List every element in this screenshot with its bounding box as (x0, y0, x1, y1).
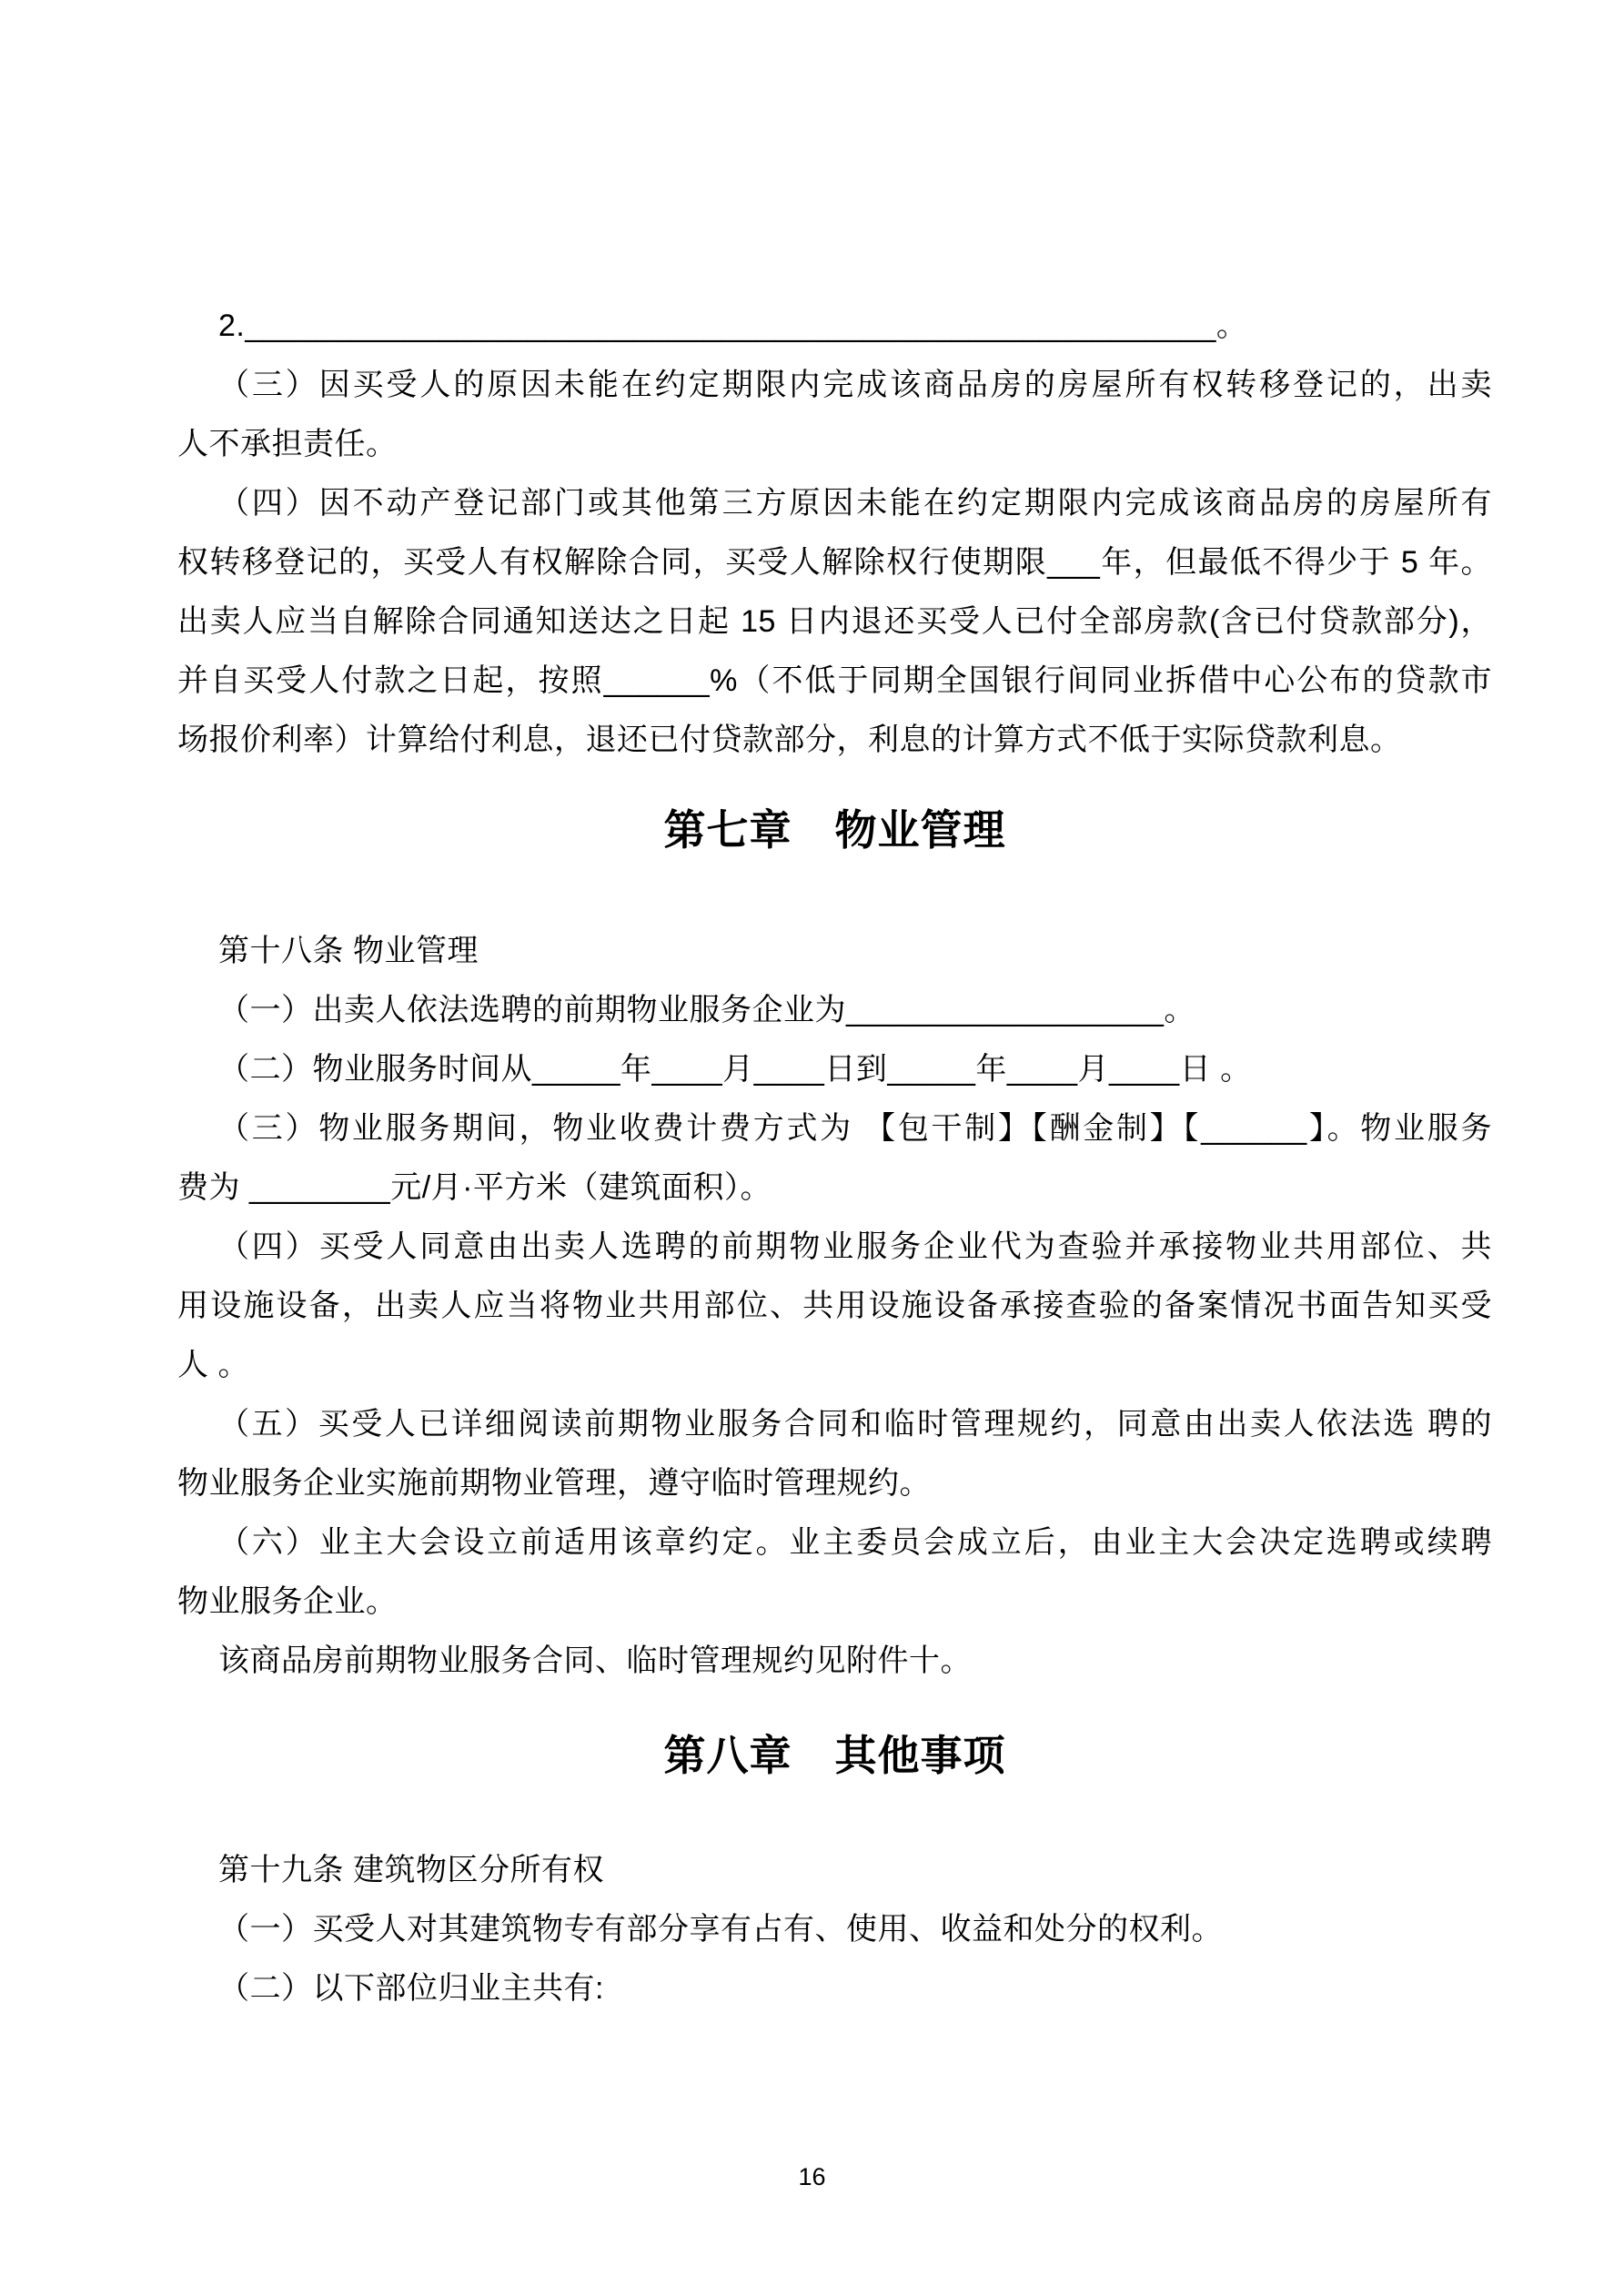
document-line-clause-4: （四）因不动产登记部门或其他第三方原因未能在约定期限内完成该商品房的房屋所有 (218, 486, 1492, 521)
document-line: 人不承担责任。 (177, 427, 398, 461)
document-line-item-1: （一）买受人对其建筑物专有部分享有占有、使用、收益和处分的权利。 (218, 1912, 1223, 1947)
document-line-item-2: （二）以下部位归业主共有: (218, 1971, 604, 2006)
document-line-item-5: （五）买受人已详细阅读前期物业服务合同和临时管理规约，同意由出卖人依法选 聘的 (218, 1407, 1492, 1441)
document-line-attachment-note: 该商品房前期物业服务合同、临时管理规约见附件十。 (218, 1644, 972, 1678)
document-line: 物业服务企业。 (177, 1584, 398, 1619)
document-line: 费为 ________元/月·平方米（建筑面积）。 (177, 1170, 772, 1205)
document-line: 用设施设备，出卖人应当将物业共用部位、共用设施设备承接查验的备案情况书面告知买受 (177, 1289, 1492, 1323)
document-line: 出卖人应当自解除合同通知送达之日起 15 日内退还买受人已付全部房款(含已付贷款部分)， (177, 604, 1492, 639)
document-line-item-1: （一）出卖人依法选聘的前期物业服务企业为__________________。 (218, 993, 1195, 1027)
document-line-article-19: 第十九条 建筑物区分所有权 (218, 1853, 604, 1887)
document-line-item-2: （二）物业服务时间从_____年____月____日到_____年____月____日 。 (218, 1052, 1252, 1087)
document-line-item-6: （六）业主大会设立前适用该章约定。业主委员会成立后，由业主大会决定选聘或续聘 (218, 1525, 1492, 1560)
document-line: 场报价利率）计算给付利息，退还已付贷款部分，利息的计算方式不低于实际贷款利息。 (177, 723, 1402, 757)
chapter-heading-7: 第七章 物业管理 (663, 806, 1006, 854)
document-line-item-4: （四）买受人同意由出卖人选聘的前期物业服务企业代为查验并承接物业共用部位、共 (218, 1229, 1492, 1264)
document-line-item-3: （三）物业服务期间，物业收费计费方式为 【包干制】【酬金制】【______】。物业服务 (218, 1111, 1492, 1146)
document-line: 权转移登记的，买受人有权解除合同，买受人解除权行使期限___年，但最低不得少于 5 年。 (177, 545, 1492, 580)
document-line: 人 。 (177, 1348, 249, 1382)
document-line-article-18: 第十八条 物业管理 (218, 934, 479, 968)
chapter-heading-8: 第八章 其他事项 (663, 1732, 1006, 1779)
page-number: 16 (798, 2163, 826, 2190)
document-line-clause-3: （三）因买受人的原因未能在约定期限内完成该商品房的房屋所有权转移登记的，出卖 (218, 368, 1492, 402)
document-line: 物业服务企业实施前期物业管理，遵守临时管理规约。 (177, 1466, 931, 1501)
document-line-blank-item-2: 2._______________________________________________________。 (218, 308, 1248, 343)
document-line: 并自买受人付款之日起，按照______%（不低于同期全国银行间同业拆借中心公布的贷款市 (177, 663, 1492, 698)
